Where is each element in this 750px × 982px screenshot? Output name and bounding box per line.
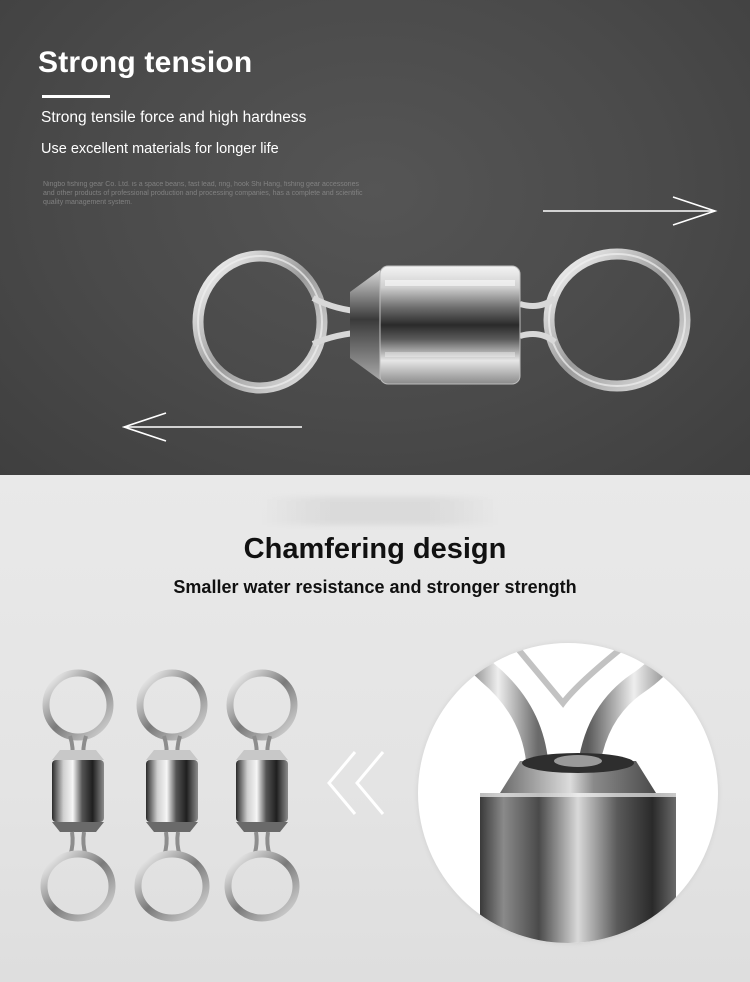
section-title: Strong tension [38, 46, 253, 79]
double-chevron-left-icon [325, 750, 387, 816]
feature-line-2: Use excellent materials for longer life [41, 141, 279, 157]
arrow-left-icon [122, 411, 304, 443]
section-subtitle: Smaller water resistance and stronger strength [173, 577, 577, 597]
arrow-right-icon [543, 195, 718, 227]
company-fineprint: Ningbo fishing gear Co. Ltd. is a space beans, fast lead, ring, hook Shi Hang, fishing gear accessories and other products of professional production and processing companies, has a complete and scientific quality management system. [43, 181, 363, 206]
section-title: Chamfering design [243, 533, 507, 565]
title-underline [42, 95, 110, 98]
strong-tension-section [0, 0, 750, 475]
feature-line-1: Strong tensile force and high hardness [41, 109, 307, 126]
rolling-swivel-image [185, 240, 695, 400]
chamfer-closeup-image [418, 643, 718, 943]
chamfering-design-section [0, 475, 750, 982]
faded-background-text [260, 497, 500, 525]
swivel-group-image [30, 660, 320, 925]
